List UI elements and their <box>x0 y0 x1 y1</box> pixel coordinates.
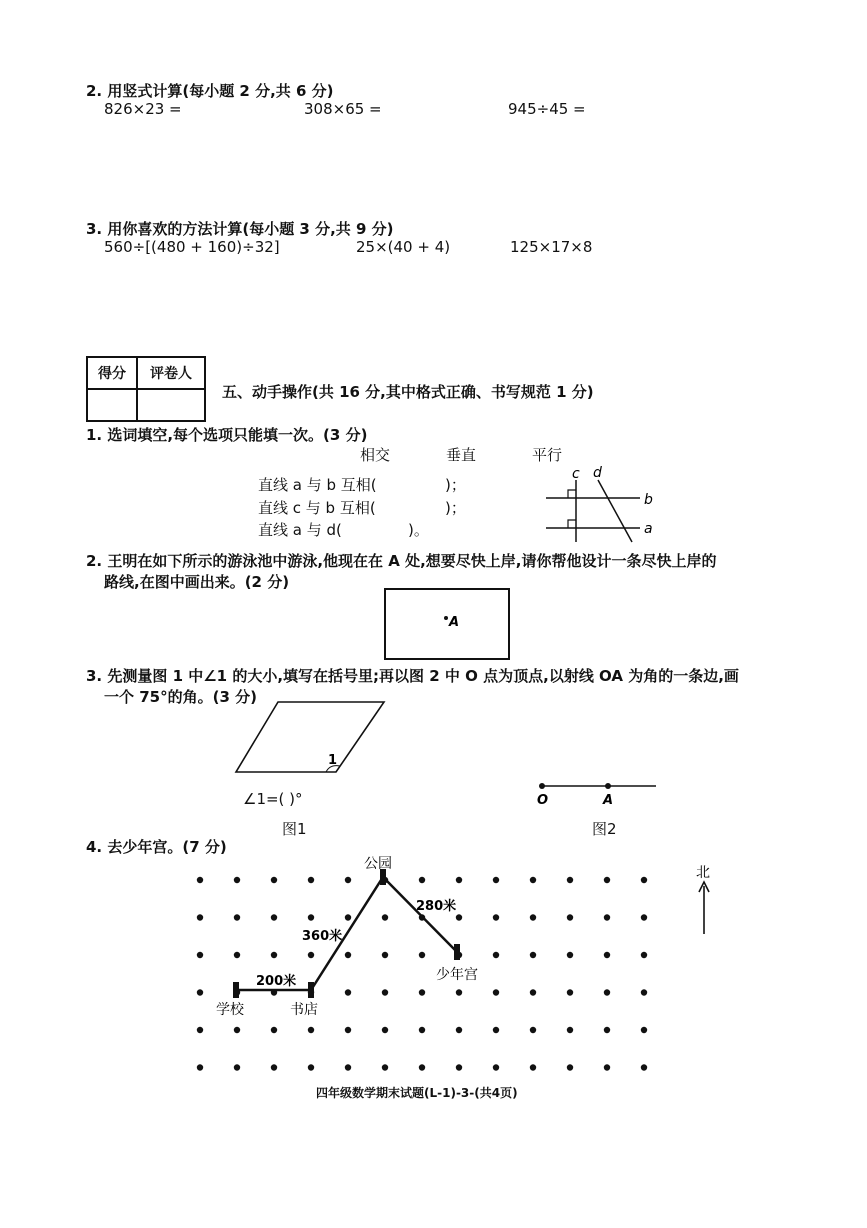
grid-dot <box>234 952 240 958</box>
grid-dot <box>382 1064 388 1070</box>
grid-dot <box>234 1027 240 1033</box>
park-label: 公园 <box>364 856 392 872</box>
grid-dot <box>567 877 573 883</box>
grid-dot <box>456 989 462 995</box>
point-o-label: O <box>537 793 549 808</box>
grid-dot <box>493 989 499 995</box>
grid-dot <box>419 952 425 958</box>
grid-dot <box>308 877 314 883</box>
grid-dot <box>604 877 610 883</box>
grid-dot <box>493 952 499 958</box>
label-a: a <box>644 521 653 537</box>
school-label: 学校 <box>216 1002 244 1018</box>
q4-text: 4. 去少年宫。(7 分) <box>86 838 227 856</box>
grid-dot <box>456 1027 462 1033</box>
grid-dot <box>493 914 499 920</box>
grid-dot <box>604 952 610 958</box>
grid-dot <box>345 877 351 883</box>
option-intersect: 相交 <box>360 446 391 464</box>
grid-dot <box>197 952 203 958</box>
grid-dot <box>530 1027 536 1033</box>
fig2-caption: 图2 <box>592 820 617 838</box>
parallelogram-figure <box>230 698 390 778</box>
grid-dot <box>641 952 647 958</box>
q2-text: 2. 王明在如下所示的游泳池中游泳,他现在在 A 处,想要尽快上岸,请你帮他设计一条尽快上岸的 <box>86 552 717 570</box>
angle-1-label: 1 <box>328 753 338 768</box>
grid-dot <box>604 1027 610 1033</box>
grid-dot <box>382 989 388 995</box>
grid-dot <box>641 877 647 883</box>
option-parallel: 平行 <box>532 446 563 464</box>
dist-school-bookstore: 200米 <box>256 974 297 989</box>
grid-dot <box>382 914 388 920</box>
grid-dot <box>604 989 610 995</box>
blank1-label: 直线 a 与 b 互相( <box>258 476 377 494</box>
grid-dot <box>493 877 499 883</box>
problem-25x40plus4: 25×(40 + 4) <box>356 238 451 256</box>
youth-palace-label: 少年宫 <box>436 967 478 983</box>
q3-text-2: 一个 75°的角。(3 分) <box>104 688 257 706</box>
q3-text: 3. 先测量图 1 中∠1 的大小,填写在括号里;再以图 2 中 O 点为顶点,以射线 OA 为角的一条边,画 <box>86 667 739 685</box>
dot-grid-map <box>180 848 720 1088</box>
grid-dot <box>345 914 351 920</box>
grid-dot <box>493 1027 499 1033</box>
grid-dot <box>197 914 203 920</box>
grid-dot <box>567 1027 573 1033</box>
score-label: 得分 <box>87 357 137 389</box>
blank3-end: )。 <box>408 521 429 539</box>
grid-dot <box>382 1027 388 1033</box>
grid-dot <box>530 989 536 995</box>
grid-dot <box>567 914 573 920</box>
grid-dot <box>530 952 536 958</box>
grid-dot <box>271 1027 277 1033</box>
label-d: d <box>593 465 602 481</box>
grid-dot <box>382 952 388 958</box>
grid-dot <box>345 1064 351 1070</box>
grid-dot <box>234 877 240 883</box>
grid-dot <box>641 1064 647 1070</box>
label-c: c <box>572 466 580 482</box>
point-a-label: A <box>449 615 460 630</box>
grid-dot <box>345 989 351 995</box>
grid-dot <box>308 1064 314 1070</box>
score-cell[interactable] <box>87 389 137 421</box>
lines-figure <box>540 462 660 544</box>
grid-dot <box>345 1027 351 1033</box>
q2-text-2: 路线,在图中画出来。(2 分) <box>104 573 290 591</box>
blank2-label: 直线 c 与 b 互相( <box>258 499 376 517</box>
grid-dot <box>419 1064 425 1070</box>
section2-heading: 2. 用竖式计算(每小题 2 分,共 6 分) <box>86 82 334 100</box>
q1-text: 1. 选词填空,每个选项只能填一次。(3 分) <box>86 426 368 444</box>
page-footer: 四年级数学期末试题(L-1)-3-(共4页) <box>316 1086 518 1100</box>
problem-308x65: 308×65 = <box>304 100 382 118</box>
grid-dot <box>530 877 536 883</box>
blank3-label: 直线 a 与 d( <box>258 521 342 539</box>
grid-dot <box>271 1064 277 1070</box>
dist-park-palace: 280米 <box>416 899 457 914</box>
grader-label: 评卷人 <box>137 357 205 389</box>
grid-dot <box>641 914 647 920</box>
bookstore-label: 书店 <box>290 1002 318 1018</box>
grid-dot <box>197 989 203 995</box>
point-a <box>444 616 448 620</box>
blank1-end: )； <box>445 476 466 494</box>
score-table <box>86 356 206 422</box>
grader-cell[interactable] <box>137 389 205 421</box>
part5-title: 五、动手操作(共 16 分,其中格式正确、书写规范 1 分) <box>222 383 594 401</box>
grid-dot <box>271 877 277 883</box>
grid-dot <box>271 952 277 958</box>
dist-bookstore-park: 360米 <box>302 929 343 944</box>
grid-dot <box>197 877 203 883</box>
option-perpendicular: 垂直 <box>446 446 477 464</box>
north-label: 北 <box>696 865 710 881</box>
grid-dot <box>641 989 647 995</box>
grid-dot <box>234 1064 240 1070</box>
problem-560-div: 560÷[(480 + 160)÷32] <box>104 238 280 256</box>
grid-dot <box>604 914 610 920</box>
grid-dot <box>419 989 425 995</box>
label-b: b <box>644 492 653 508</box>
grid-dot <box>456 877 462 883</box>
grid-dot <box>308 952 314 958</box>
grid-dot <box>234 914 240 920</box>
problem-125x17x8: 125×17×8 <box>510 238 593 256</box>
problem-945div45: 945÷45 = <box>508 100 586 118</box>
grid-dot <box>345 952 351 958</box>
grid-dot <box>493 1064 499 1070</box>
grid-dot <box>530 1064 536 1070</box>
grid-dot <box>271 914 277 920</box>
ray-point-a-label: A <box>603 793 614 808</box>
grid-dot <box>456 1064 462 1070</box>
fig1-caption: 图1 <box>282 820 307 838</box>
grid-dot <box>419 1027 425 1033</box>
blank2-end: )； <box>445 499 466 517</box>
grid-dot <box>604 1064 610 1070</box>
angle-answer: ∠1=( )° <box>243 790 303 808</box>
grid-dot <box>308 914 314 920</box>
grid-dot <box>567 989 573 995</box>
grid-dot <box>197 1027 203 1033</box>
grid-dot <box>567 952 573 958</box>
problem-826x23: 826×23 = <box>104 100 182 118</box>
grid-dot <box>567 1064 573 1070</box>
grid-dot <box>308 1027 314 1033</box>
grid-dot <box>419 877 425 883</box>
grid-dot <box>530 914 536 920</box>
grid-dot <box>456 914 462 920</box>
ray-figure <box>536 778 660 808</box>
grid-dot <box>641 1027 647 1033</box>
swimming-pool <box>384 588 510 662</box>
grid-dot <box>197 1064 203 1070</box>
section3-heading: 3. 用你喜欢的方法计算(每小题 3 分,共 9 分) <box>86 220 394 238</box>
